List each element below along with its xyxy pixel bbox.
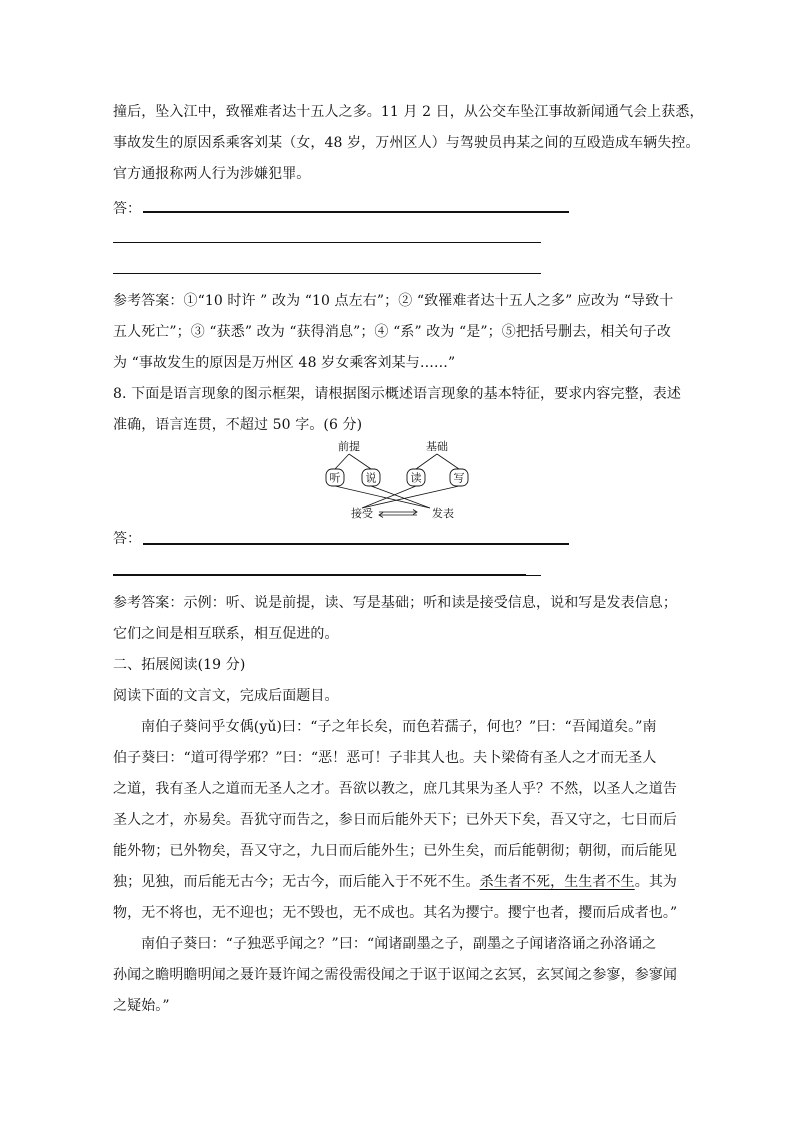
answer-line[interactable] <box>113 242 541 243</box>
passage-text: 独；见独，而后能无古今；无古今，而后能入于不死不生。 <box>113 874 480 890</box>
passage-line: 孙闻之瞻明瞻明闻之聂许聂许闻之需役需役闻之于讴于讴闻之玄冥，玄冥闻之参寥，参寥闻 <box>113 967 677 983</box>
passage-line: 南伯子葵曰：“子独恶乎闻之？”曰：“闻诸副墨之子，副墨之子闻诸洛诵之孙洛诵之 <box>141 936 657 952</box>
diagram-text-read: 读 <box>410 471 422 485</box>
section-heading: 二、拓展阅读(19 分) <box>113 657 246 673</box>
passage-text: 。其为 <box>634 874 678 890</box>
text-line: 事故发生的原因系乘客刘某（女，48 岁，万州区人）与驾驶员冉某之间的互殴造成车辆失控。 <box>113 135 700 151</box>
answer-line[interactable] <box>143 543 569 545</box>
passage-line: 伯子葵曰：“道可得学邪？”曰：“恶！恶可！子非其人也。夫卜梁倚有圣人之才而无圣人 <box>113 750 657 766</box>
text-line: 官方通报称两人行为涉嫌犯罪。 <box>113 166 311 182</box>
passage-line: 能外物；已外物矣，吾又守之，九日而后能外生；已外生矣，而后能朝彻；朝彻，而后能见 <box>113 843 677 859</box>
answer-label: 答： <box>113 531 141 547</box>
diagram-text-speak: 说 <box>365 471 377 485</box>
passage-line: 物，无不将也，无不迎也；无不毁也，无不成也。其名为撄宁。撄宁也者，撄而后成者也。” <box>113 905 678 921</box>
diagram-label-receive: 接受 <box>351 507 373 520</box>
diagram-text-listen: 听 <box>329 471 341 485</box>
passage-line: 之道，我有圣人之道而无圣人之才。吾欲以教之，庶几其果为圣人乎？不然，以圣人之道告 <box>113 781 677 797</box>
diagram-text-write: 写 <box>453 471 465 485</box>
question-8: 8. 下面是语言现象的图示框架，请根据图示概述语言现象的基本特征，要求内容完整，表述 <box>113 386 682 402</box>
reference-answer: 它们之间是相互联系，相互促进的。 <box>113 626 339 642</box>
underlined-sentence: 杀生者不死，生生者不生 <box>479 874 635 890</box>
passage-line <box>113 873 683 891</box>
passage-line: 圣人之才，亦易矣。吾犹守而告之，参日而后能外天下；已外天下矣，吾又守之，七日而后 <box>113 812 677 828</box>
answer-line[interactable] <box>113 574 526 576</box>
diagram-label-basis: 基础 <box>426 440 448 453</box>
reference-answer: 参考答案：①“10 时许 ” 改为 “10 点左右”；② “致罹难者达十五人之多” 应改为 “导致十 <box>113 293 674 309</box>
instruction: 阅读下面的文言文，完成后面题目。 <box>113 688 339 704</box>
reference-answer: 为 “事故发生的原因是万州区 48 岁女乘客刘某与……” <box>113 355 456 371</box>
diagram-label-premise: 前提 <box>338 440 360 453</box>
answer-line[interactable] <box>143 211 569 213</box>
passage-line: 南伯子葵问乎女偊(yǔ)曰：“子之年长矣，而色若孺子，何也？”曰：“吾闻道矣。”南 <box>141 719 657 735</box>
reference-answer: 参考答案：示例：听、说是前提，读、写是基础；听和读是接受信息，说和写是发表信息； <box>113 595 677 611</box>
reference-answer: 五人死亡”；③ “获悉” 改为 “获得消息”；④ “系” 改为 “是”；⑤把括号删去，相关句子改 <box>113 324 671 340</box>
answer-line[interactable] <box>113 273 541 274</box>
language-diagram <box>322 440 472 520</box>
diagram-label-publish: 发表 <box>432 507 454 520</box>
passage-line: 之疑始。” <box>113 998 170 1014</box>
answer-label: 答： <box>113 201 141 217</box>
answer-line <box>526 575 541 576</box>
text-line: 撞后，坠入江中，致罹难者达十五人之多。11 月 2 日，从公交车坠江事故新闻通气会上获悉， <box>113 104 704 120</box>
question-8: 准确，语言连贯，不超过 50 字。(6 分) <box>113 417 363 433</box>
